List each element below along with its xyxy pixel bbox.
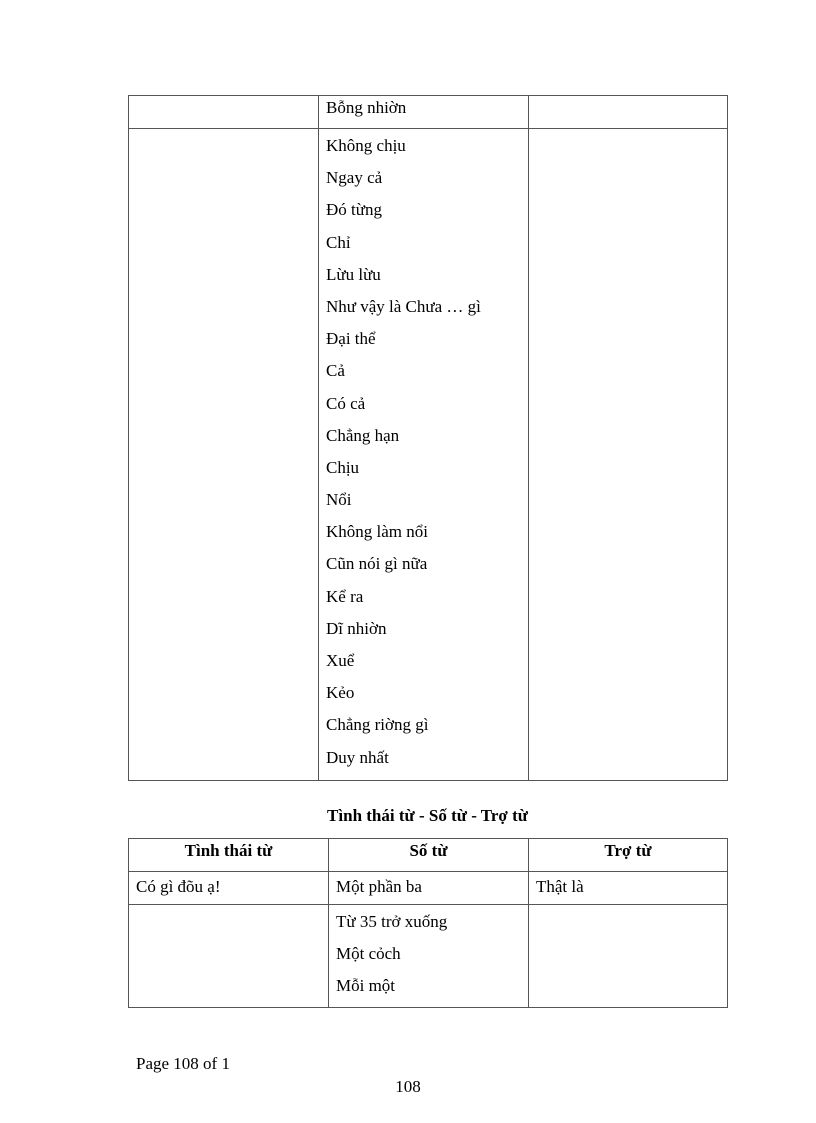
- word-list: [319, 129, 528, 780]
- column-header: Số từ: [329, 839, 529, 872]
- table-row: [129, 872, 728, 905]
- list-item: Như vậy là Chưa … gì: [326, 296, 481, 316]
- table-cell: [129, 905, 329, 1008]
- column-header: Tình thái từ: [129, 839, 329, 872]
- list-item: Có cả: [326, 393, 366, 413]
- word-table-continued: [128, 95, 728, 781]
- table-cell: [529, 96, 728, 129]
- table-row: [129, 129, 728, 781]
- table-cell: [329, 872, 529, 905]
- table-cell: [129, 129, 319, 781]
- list-item: Đại thể: [326, 329, 376, 349]
- list-item: Chịu: [326, 457, 360, 477]
- table-cell: [529, 905, 728, 1008]
- table-cell: [319, 96, 529, 129]
- word-type-table: [128, 838, 728, 1008]
- table-row: [129, 905, 728, 1008]
- table-cell: [529, 129, 728, 781]
- table-cell: [129, 872, 329, 905]
- list-item: Không làm nổi: [326, 522, 428, 542]
- list-item: Cũn nói gì nữa: [326, 554, 428, 574]
- table-row: [129, 96, 728, 129]
- table-cell: [319, 129, 529, 781]
- table-cell: [329, 905, 529, 1008]
- cell-text: Thật là: [536, 877, 584, 896]
- list-item: Xuể: [326, 651, 355, 670]
- column-header: Trợ từ: [529, 839, 728, 872]
- cell-text: Có gì đõu ạ!: [136, 877, 221, 896]
- list-item: Chẳng hạn: [326, 425, 400, 445]
- cell-text: Một phần ba: [336, 877, 422, 896]
- list-item: Một cỏch: [336, 944, 401, 964]
- list-item: Từ 35 trở xuống: [336, 912, 448, 931]
- page-footer-label: Page 108 of 1: [136, 1054, 230, 1073]
- table-cell: [529, 872, 728, 905]
- page-number: 108: [395, 1077, 421, 1096]
- list-item: Chỉ: [326, 232, 351, 252]
- table-cell: [129, 96, 319, 129]
- list-item: Cả: [326, 361, 345, 381]
- table-caption: Tình thái từ - Số từ - Trợ từ: [327, 806, 528, 825]
- list-item: Chẳng riờng gì: [326, 715, 429, 735]
- list-item: Dĩ nhiờn: [326, 618, 387, 638]
- list-item: Mỗi một: [336, 976, 396, 996]
- list-item: Ngay cả: [326, 168, 383, 188]
- list-item: Duy nhất: [326, 747, 389, 767]
- list-item: Đó từng: [326, 200, 382, 220]
- cell-text: Bỗng nhiờn: [326, 98, 407, 117]
- list-item: Nổi: [326, 490, 352, 510]
- list-item: Kẻo: [326, 683, 355, 703]
- word-list: [329, 905, 528, 1007]
- list-item: Lừu lừu: [326, 264, 381, 284]
- table-header-row: [129, 839, 728, 872]
- list-item: Không chịu: [326, 136, 406, 155]
- list-item: Kể ra: [326, 586, 364, 606]
